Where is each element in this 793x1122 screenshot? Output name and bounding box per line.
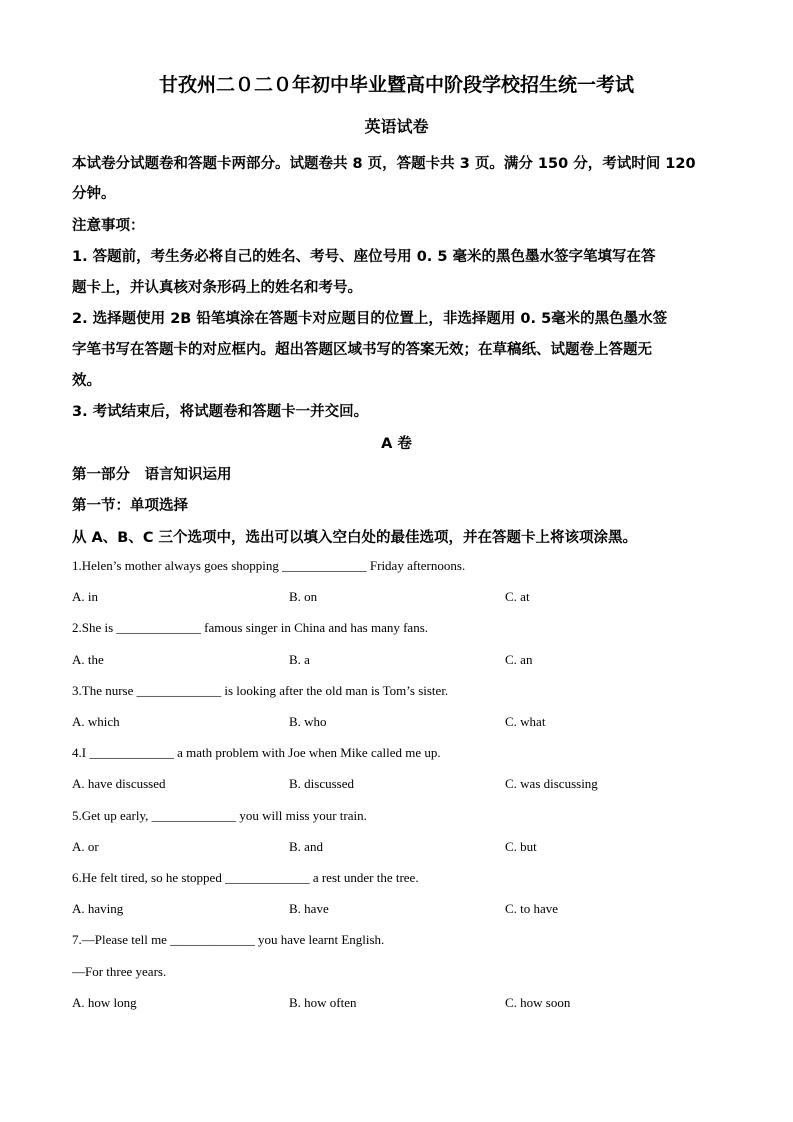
notes-item-3: 3. 考试结束后，将试题卷和答题卡一并交回。 [72, 404, 369, 420]
question-stem: 3.The nurse _____________ is looking after the old man is Tom’s sister. [72, 683, 449, 698]
exam-title: 甘孜州二０二０年初中毕业暨高中阶段学校招生统一考试 [158, 74, 634, 96]
option-a: A. the [72, 652, 104, 667]
option-c: C. to have [505, 901, 559, 916]
option-c: C. was discussing [505, 776, 598, 791]
option-a: A. or [72, 839, 99, 854]
question-stem: 5.Get up early, _____________ you will miss your train. [72, 808, 367, 823]
option-a: A. in [72, 589, 98, 604]
option-c: C. an [505, 652, 533, 667]
exam-subtitle: 英语试卷 [364, 117, 429, 136]
option-b: B. and [289, 839, 323, 854]
notes-heading: 注意事项： [72, 218, 145, 234]
option-b: B. have [289, 901, 329, 916]
option-b: B. a [289, 652, 310, 667]
intro-line-2: 分钟。 [72, 186, 116, 202]
notes-item-1-line-1: 1. 答题前，考生务必将自己的姓名、考号、座位号用 0. 5 毫米的黑色墨水签字笔填写在答 [72, 249, 656, 265]
question-stem: 2.She is _____________ famous singer in China and has many fans. [72, 620, 429, 635]
section-heading: 第一节：单项选择 [72, 498, 188, 514]
question-dialogue-reply: —For three years. [72, 964, 167, 979]
option-b: B. who [289, 714, 327, 729]
question-stem: 1.Helen’s mother always goes shopping _____________ Friday afternoons. [72, 558, 466, 573]
intro-line-1: 本试卷分试题卷和答题卡两部分。试题卷共 8 页，答题卡共 3 页。满分 150 分，考试时间 120 [72, 156, 696, 172]
part-heading: 第一部分 语言知识运用 [72, 467, 232, 483]
option-c: C. but [505, 839, 537, 854]
instruction-text: 从 A、B、C 三个选项中，选出可以填入空白处的最佳选项，并在答题卡上将该项涂黑。 [72, 530, 638, 546]
notes-item-2-line-2: 字笔书写在答题卡的对应框内。超出答题区域书写的答案无效；在草稿纸、试题卷上答题无 [72, 342, 652, 358]
option-b: B. discussed [289, 776, 354, 791]
option-a: A. which [72, 714, 120, 729]
option-a: A. have discussed [72, 776, 166, 791]
option-c: C. how soon [505, 995, 571, 1010]
option-a: A. having [72, 901, 124, 916]
question-stem: 7.—Please tell me _____________ you have learnt English. [72, 932, 385, 947]
notes-item-1-line-2: 题卡上，并认真核对条形码上的姓名和考号。 [72, 280, 362, 296]
volume-label: A 卷 [381, 436, 412, 452]
option-b: B. on [289, 589, 318, 604]
question-stem: 4.I _____________ a math problem with Joe when Mike called me up. [72, 745, 441, 760]
option-a: A. how long [72, 995, 137, 1010]
notes-item-2-line-1: 2. 选择题使用 2B 铅笔填涂在答题卡对应题目的位置上，非选择题用 0. 5毫米的黑色墨水签 [72, 311, 668, 327]
option-b: B. how often [289, 995, 357, 1010]
question-stem: 6.He felt tired, so he stopped _____________ a rest under the tree. [72, 870, 419, 885]
notes-item-2-line-3: 效。 [72, 373, 101, 389]
option-c: C. what [505, 714, 546, 729]
option-c: C. at [505, 589, 530, 604]
